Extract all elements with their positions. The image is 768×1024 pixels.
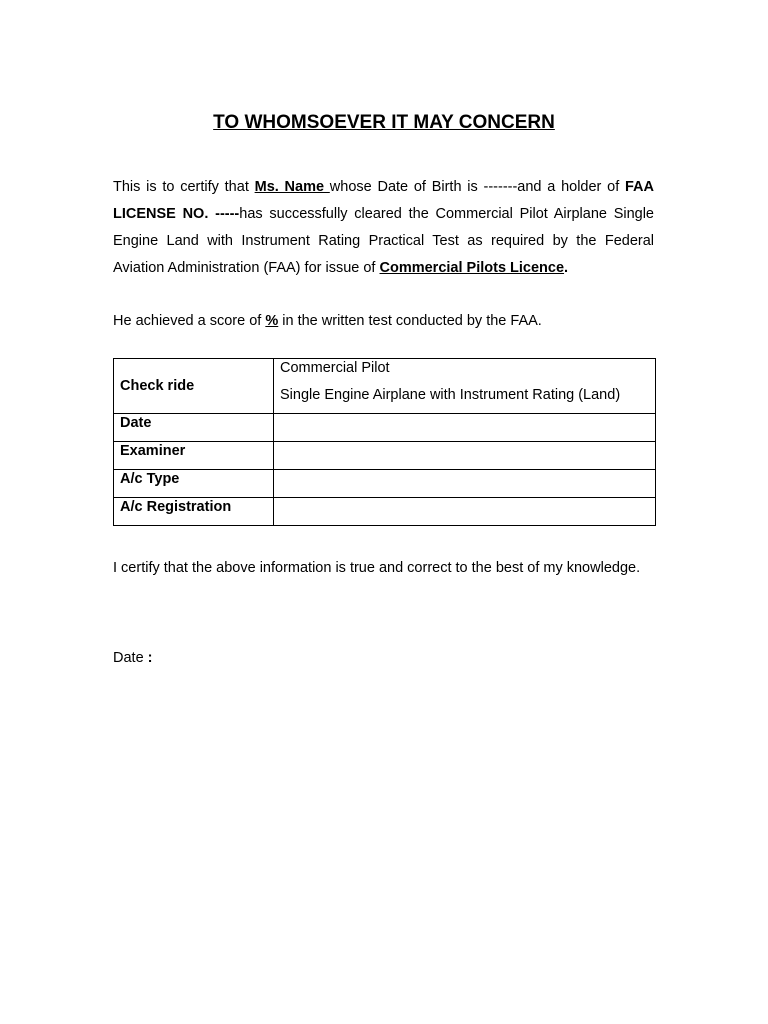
table-row — [114, 470, 656, 498]
date-label: Date — [113, 650, 148, 666]
licence-type: Commercial Pilots Licence — [379, 260, 565, 276]
para1-text-3: has successfully cleared the Commercial Pilot Airplane Single Engine Land with Instrument Rating Practical Test as required by the Federal Aviation Administration (FAA) for issue of — [113, 206, 654, 276]
holder-name: Ms. Name — [254, 179, 330, 195]
document-title: TO WHOMSOEVER IT MAY CONCERN — [213, 112, 555, 133]
check-ride-line-2: Single Engine Airplane with Instrument Rating (Land) — [280, 387, 621, 403]
check-ride-line-1: Commercial Pilot — [280, 360, 390, 376]
check-ride-value — [274, 359, 656, 414]
check-ride-label: Check ride — [114, 359, 274, 414]
license-number: FAA LICENSE NO. ----- — [113, 179, 654, 222]
para2-text-2: in the written test conducted by the FAA. — [278, 313, 542, 329]
date-colon: : — [147, 650, 153, 666]
ac-type-label-cell: A/c Type — [114, 470, 274, 498]
ac-type-value-cell — [274, 470, 656, 498]
para1-text-1: This is to certify that — [113, 179, 255, 195]
table-row — [114, 359, 656, 414]
para1-text-4: . — [564, 260, 569, 276]
date-label-cell: Date — [114, 414, 274, 442]
declaration-paragraph: I certify that the above information is true and correct to the best of my knowledge. — [113, 560, 641, 576]
table-row — [114, 442, 656, 470]
check-ride-table — [113, 358, 656, 526]
certification-paragraph — [113, 174, 654, 282]
para1-text-2: whose Date of Birth is -------and a holder of — [329, 179, 625, 195]
examiner-label-cell: Examiner — [114, 442, 274, 470]
score-value: % — [265, 313, 279, 329]
examiner-value-cell — [274, 442, 656, 470]
date-value-cell — [274, 414, 656, 442]
signature-date-line — [113, 648, 153, 668]
table-row — [114, 498, 656, 526]
ac-registration-value-cell — [274, 498, 656, 526]
para2-text-1: He achieved a score of — [113, 313, 266, 329]
score-paragraph — [113, 308, 654, 335]
ac-registration-label-cell: A/c Registration — [114, 498, 274, 526]
table-row — [114, 414, 656, 442]
